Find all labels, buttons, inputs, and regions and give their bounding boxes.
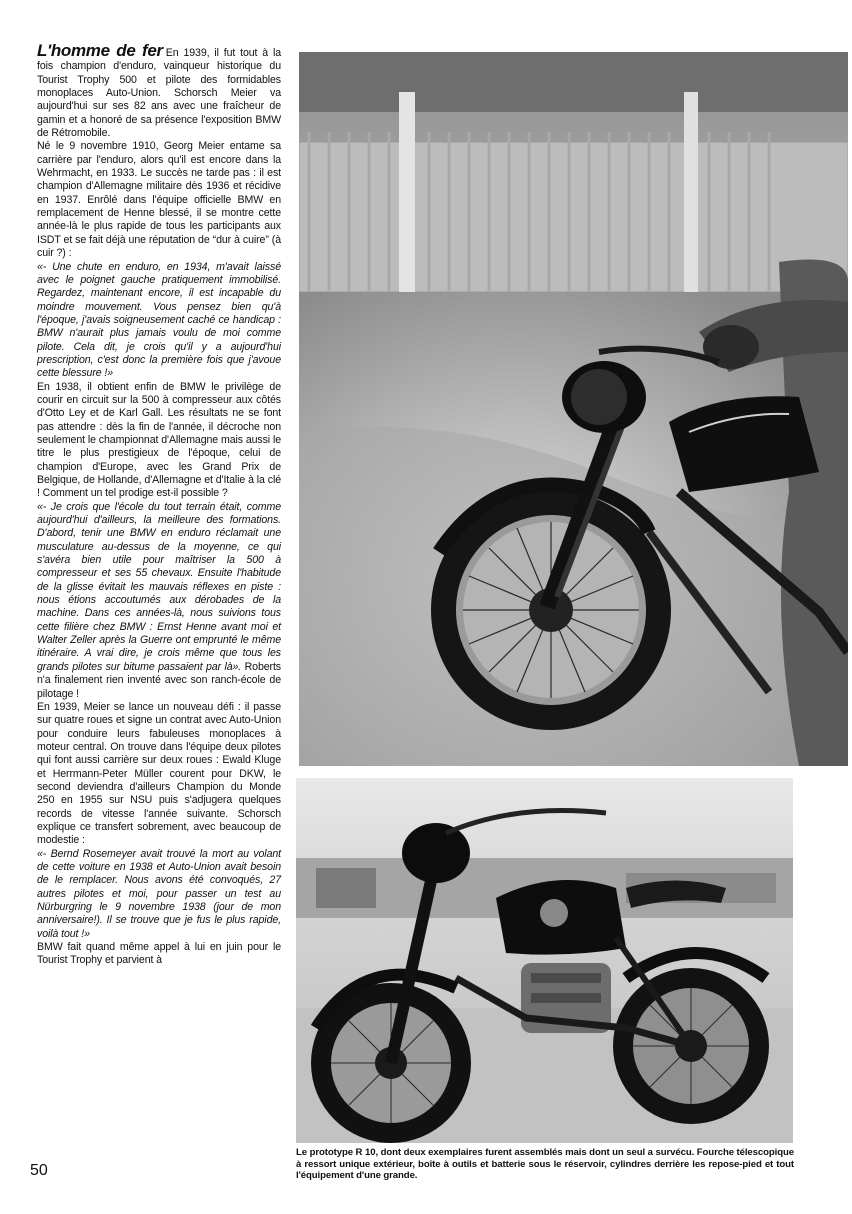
article-intro: En 1939, il fut tout à la fois champion d'enduro, vainqueur historique du Tourist Trophy 500 et pilote des formidables monoplaces Auto-Union. Schorsch Meier va aujourd'hui sur ses 82 ans avec une fraîcheur de gamin et a honoré de sa présence l'exposition BMW de Rétromobile. (37, 47, 281, 140)
article-column (37, 41, 282, 968)
quote-rosemeyer: «- Bernd Rosemeyer avait trouvé la mort au volant de cette voiture en 1938 et Auto-Union avait besoin de le remplacer. Nous avons été convoqués, 27 autres pilotes et moi, pour passer un test au Nürburgring le 9 novembre 1938 (jour de mon anniversaire!). Il se trouve que je fus le plus rapide, voilà tout !» (37, 847, 281, 940)
paragraph-auto-union: En 1939, Meier se lance un nouveau défi : il passe sur quatre roues et signe un contrat avec Auto-Union pour conduire leurs fabuleuses monoplaces à moteur central. On trouve dans l'équipe deux pilotes qui font aussi carrière sur deux roues : Ewald Kluge et Herrmann-Peter Müller courent pour DKW, le second deviendra d'ailleurs Champion du Monde 250 en 1955 sur NSU puis s'adjugera quelques records de vitesse l'année suivante. Schorsch explique ce transfert sobrement, avec beaucoup de modestie : (37, 700, 281, 847)
quote-enduro-school: «- Je crois que l'école du tout terrain était, comme aujourd'hui d'ailleurs, la meilleure des formations. D'abord, tenir une BMW en enduro réclamait une musculature au-dessus de la moyenne, ce qui s'avéra bien utile pour maîtriser la 500 à compresseur et ses 55 chevaux. Ensuite l'habitude de la glisse évitait les mauvais réflexes en piste : nous étions accoutumés aux dérobades de la machine. Dans ces années-là, nous suivions tous cette filière chez BMW : Ernst Henne avant moi et Walter Zeller après la Guerre ont emprunté le même itinéraire. A vrai dire, je crois même que tous les grands pilotes sur bitume passaient par là». (37, 500, 281, 673)
photo-rider-motorcycle (299, 52, 848, 766)
page-number: 50 (30, 1162, 48, 1179)
paragraph-roberts: Roberts n'a finalement rien inventé avec son ranch-école de pilotage ! (37, 660, 282, 700)
paragraph-1938-season: En 1938, il obtient enfin de BMW le privilège de courir en circuit sur la 500 à compresseur aux côtés d'Otto Ley et de Karl Gall. Les résultats ne se font pas attendre : dès la fin de l'année, il décroche non seulement le championnat d'Allemagne mais aussi le titre le plus prestigieux de l'époque, celui de champion d'Europe, avec les Grand Prix de Belgique, de Hollande, d'Allemagne et d'Italie à la clé ! Comment un tel prodige est-il possible ? (37, 380, 281, 500)
article-heading: L'homme de fer (37, 41, 163, 60)
quote-wrist-injury: «- Une chute en enduro, en 1934, m'avait laissé avec le poignet gauche pratiquement immobilisé. Regardez, maintenant encore, il est incapable du moindre mouvement. Vous pensez bien qu'à l'époque, j'avais soigneusement caché ce handicap : BMW n'aurait plus jamais voulu de moi comme pilote. Cela dit, je crois qu'il y a aujourd'hui prescription, c'est donc la première fois que j'avoue cette blessure !» (37, 260, 281, 380)
photo-r10-prototype (296, 778, 793, 1143)
paragraph-tourist-trophy: BMW fait quand même appel à lui en juin pour le Tourist Trophy et parvient à (37, 941, 281, 967)
photo-caption: Le prototype R 10, dont deux exemplaires furent assemblés mais dont un seul a survécu. Fourche télescopique à ressort unique extérieur, boîte à outils et batterie sous le réservoir, cylindres derrière les repose-pied et tout l'équipement d'une grande. (296, 1147, 794, 1182)
paragraph-career-start: Né le 9 novembre 1910, Georg Meier entame sa carrière par l'enduro, alors qu'il est encore dans la Wehrmacht, en 1933. Le succès ne tarde pas : il est champion d'Allemagne militaire dès 1936 et récidive en 1937. Enrôlé dans l'équipe officielle BMW en remplacement de Henne blessé, il se montre cette année-là le plus rapide de tous les participants aux ISDT et se fait déjà une réputation de “dur à cuire” (à cuir ?) : (37, 140, 281, 260)
